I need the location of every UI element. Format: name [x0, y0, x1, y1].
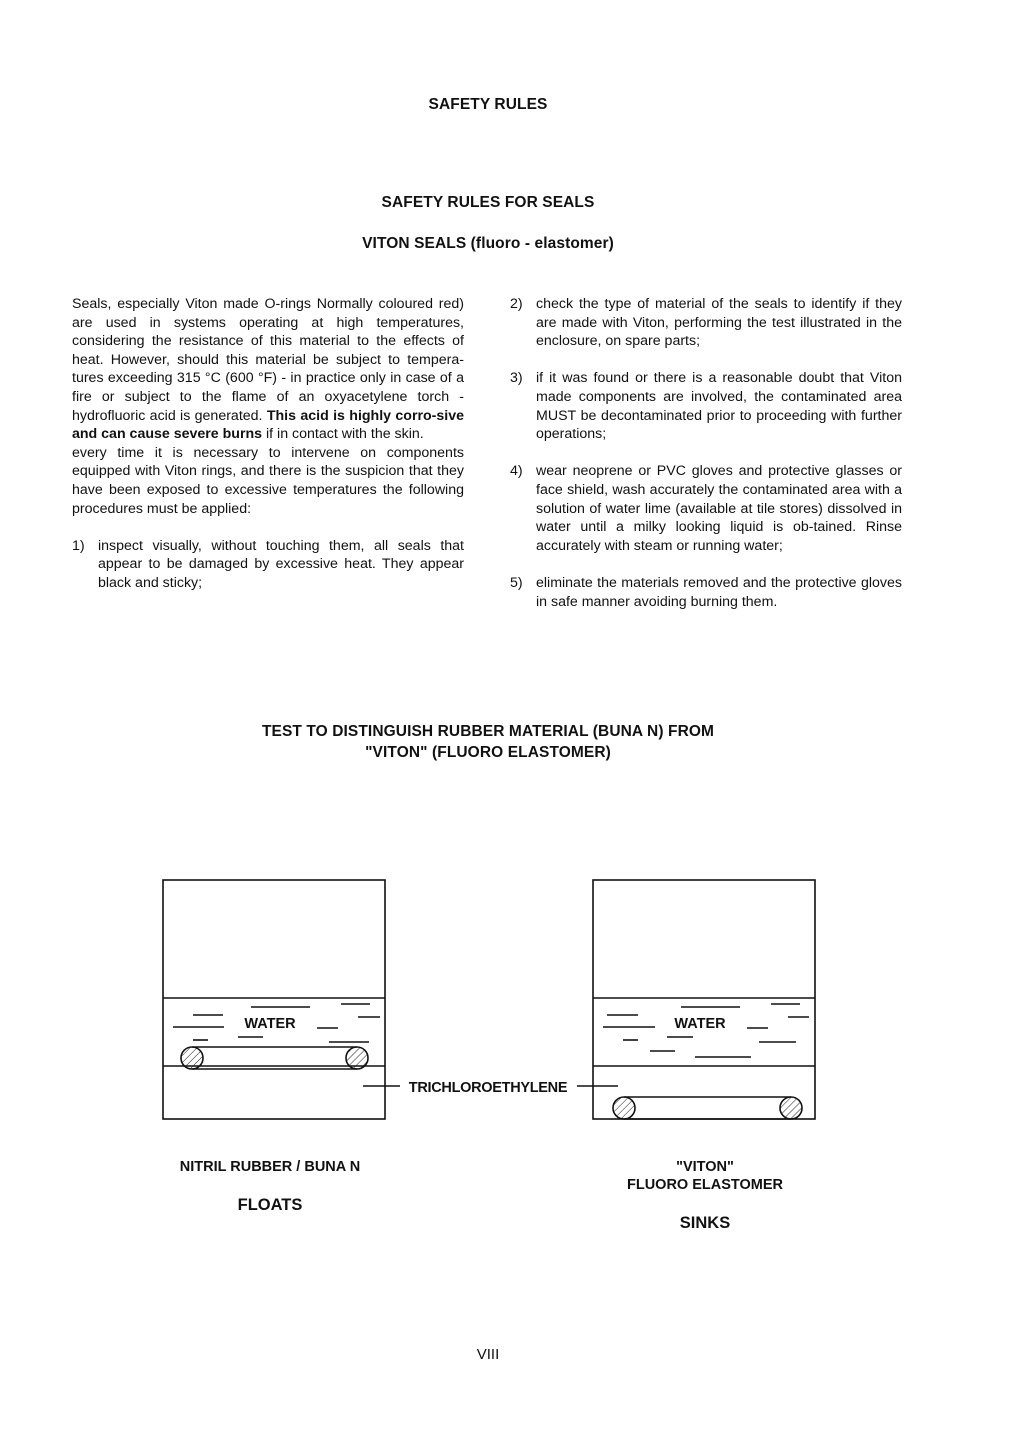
test-title-line2: "VITON" (FLUORO ELASTOMER): [365, 744, 611, 761]
intro-text: Seals, especially Viton made O-rings Normally coloured red) are used in systems operating at high temperatures, considering the resistance of this material to the effects of heat. However, should this material be subject to tempera-tures exceeding 315 °C (600 °F) - in practice only in case of a fire or subject to the flame of an oxyacetylene torch - hydrofluoric acid is generated.: [72, 296, 464, 424]
test-title-line1: TEST TO DISTINGUISH RUBBER MATERIAL (BUNA N) FROM: [261, 723, 715, 740]
step-number: 5): [510, 574, 523, 591]
right-result-label: SINKS: [679, 1214, 731, 1232]
page-number: VIII: [476, 1346, 500, 1363]
right-sunk-oring: [613, 1097, 802, 1119]
intro-warning: This acid is highly corro-sive and can cause severe burns: [72, 407, 464, 443]
page-title: SAFETY RULES: [428, 96, 548, 113]
section-title: SAFETY RULES FOR SEALS: [381, 194, 595, 211]
left-result-label: FLOATS: [237, 1196, 303, 1214]
right-material-label: "VITON": [676, 1159, 734, 1175]
right-beaker: [593, 880, 815, 1119]
step-number: 3): [510, 370, 523, 387]
intro-text-end: if in contact with the skin.: [262, 426, 424, 443]
step-text: check the type of material of the seals to identify if they are made with Viton, performing the test illustrated in the enclosure, on spare parts;: [536, 296, 902, 350]
right-material-label: FLUORO ELASTOMER: [626, 1177, 784, 1193]
step-text: inspect visually, without touching them, all seals that appear to be damaged by excessive heat. They appear black and sticky;: [98, 537, 464, 591]
step-text: eliminate the materials removed and the protective gloves in safe manner avoiding burning them.: [536, 574, 902, 610]
step-number: 1): [72, 537, 85, 554]
water-label-right: WATER: [674, 1016, 726, 1032]
left-material-label: NITRIL RUBBER / BUNA N: [179, 1159, 361, 1175]
left-beaker: [163, 880, 385, 1119]
step-text: wear neoprene or PVC gloves and protective glasses or face shield, wash accurately the contaminated area with a solution of water lime (available at tile stores) dissolved in water until a milky looking liquid is ob-tained. Rinse accurately with steam or running water;: [536, 463, 902, 554]
step-number: 2): [510, 296, 523, 312]
procedure-intro: every time it is necessary to intervene on components equipped with Viton rings, and there is the suspicion that they have been exposed to excessive temperatures the following procedures must be applied:: [72, 444, 464, 517]
water-label-left: WATER: [244, 1016, 296, 1032]
section-subtitle: VITON SEALS (fluoro - elastomer): [362, 235, 614, 252]
step-number: 4): [510, 463, 523, 480]
step-text: if it was found or there is a reasonable doubt that Viton made components are involved, the contaminated area MUST be decontaminated prior to proceeding with further operations;: [536, 370, 902, 443]
solvent-label: TRICHLOROETHYLENE: [408, 1080, 568, 1096]
